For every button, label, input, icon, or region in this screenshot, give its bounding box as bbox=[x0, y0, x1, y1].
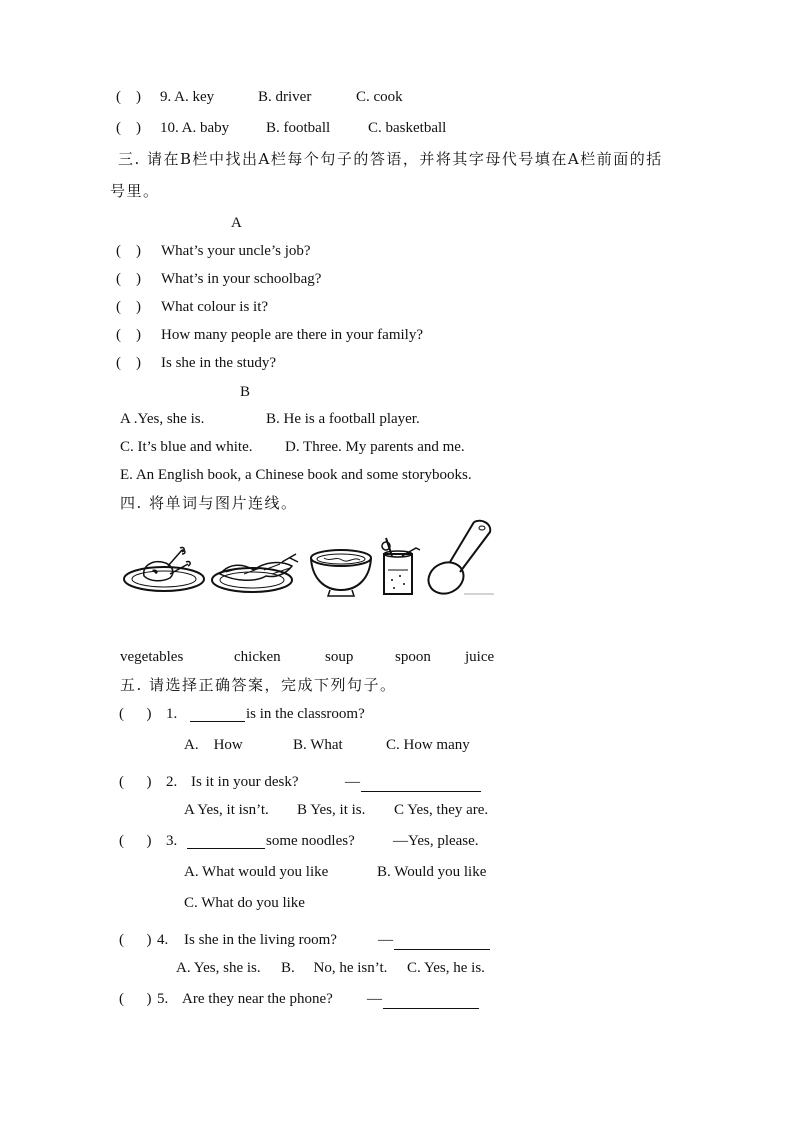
part4-instruction: 四. 将单词与图片连线。 bbox=[120, 494, 298, 512]
part3-instruction-line2: 号里。 bbox=[110, 182, 160, 200]
p5-q4-option-c: C. Yes, he is. bbox=[407, 960, 485, 976]
soup-bowl-icon[interactable] bbox=[306, 546, 376, 598]
word-chicken[interactable]: chicken bbox=[234, 649, 281, 665]
word-soup[interactable]: soup bbox=[325, 649, 354, 665]
p5-q2-dash: — bbox=[345, 774, 360, 790]
spoon-icon[interactable] bbox=[424, 516, 498, 598]
p5-q4-answer-blank[interactable] bbox=[394, 935, 490, 950]
q10-paren[interactable]: ( ) bbox=[116, 120, 141, 136]
q9-option-a: 9. A. key bbox=[160, 89, 215, 105]
q10-option-a: 10. A. baby bbox=[160, 120, 230, 136]
p5-q2-text: Is it in your desk? bbox=[191, 774, 299, 790]
p5-q5-text: Are they near the phone? bbox=[182, 991, 333, 1007]
p5-q2-number: 2. bbox=[166, 774, 178, 790]
p5-q3-text: some noodles? bbox=[266, 833, 355, 849]
p5-q3-number: 3. bbox=[166, 833, 178, 849]
match-a1-text: What’s your uncle’s job? bbox=[161, 243, 311, 259]
match-a2-paren[interactable]: ( ) bbox=[116, 271, 141, 287]
p5-q2-paren[interactable]: ( ) bbox=[119, 774, 152, 790]
p5-q4-dash: — bbox=[378, 932, 393, 948]
p5-q3-option-c: C. What do you like bbox=[184, 895, 305, 911]
p5-q3-option-a: A. What would you like bbox=[184, 864, 329, 880]
match-a5-text: Is she in the study? bbox=[161, 355, 276, 371]
p5-q1-option-b: B. What bbox=[293, 737, 343, 753]
q10-option-b: B. football bbox=[266, 120, 331, 136]
answer-d: D. Three. My parents and me. bbox=[285, 439, 465, 455]
p5-q5-paren[interactable]: ( ) bbox=[119, 991, 152, 1007]
match-a4-text: How many people are there in your family? bbox=[161, 327, 423, 343]
answer-e: E. An English book, a Chinese book and some storybooks. bbox=[120, 467, 472, 483]
p5-q3-blank[interactable] bbox=[187, 834, 265, 849]
p5-q5-answer-blank[interactable] bbox=[383, 994, 479, 1009]
q9-option-c: C. cook bbox=[356, 89, 403, 105]
q10-option-c: C. basketball bbox=[368, 120, 447, 136]
q9-option-b: B. driver bbox=[258, 89, 312, 105]
q9-paren[interactable]: ( ) bbox=[116, 89, 141, 105]
p5-q5-number: 5. bbox=[157, 991, 169, 1007]
p5-q3-paren[interactable]: ( ) bbox=[119, 833, 152, 849]
p5-q4-option-b: B. No, he isn’t. bbox=[281, 960, 388, 976]
p5-q4-number: 4. bbox=[157, 932, 169, 948]
p5-q4-text: Is she in the living room? bbox=[184, 932, 337, 948]
column-b-label: B bbox=[240, 384, 251, 400]
part5-instruction: 五. 请选择正确答案，完成下列句子。 bbox=[120, 676, 397, 694]
p5-q1-blank[interactable] bbox=[190, 707, 245, 722]
p5-q5-dash: — bbox=[367, 991, 382, 1007]
word-juice[interactable]: juice bbox=[465, 649, 495, 665]
vegetables-plate-icon[interactable] bbox=[206, 548, 302, 596]
p5-q2-answer-blank[interactable] bbox=[361, 777, 481, 792]
column-a-label: A bbox=[231, 215, 242, 231]
p5-q1-paren[interactable]: ( ) bbox=[119, 706, 152, 722]
p5-q2-option-a: A Yes, it isn’t. bbox=[184, 802, 269, 818]
match-a2-text: What’s in your schoolbag? bbox=[161, 271, 322, 287]
p5-q3-option-b: B. Would you like bbox=[377, 864, 487, 880]
p5-q2-option-c: C Yes, they are. bbox=[394, 802, 489, 818]
p5-q1-number: 1. bbox=[166, 706, 178, 722]
p5-q4-option-a: A. Yes, she is. bbox=[176, 960, 261, 976]
p5-q1-option-a: A. How bbox=[184, 737, 243, 753]
match-a4-paren[interactable]: ( ) bbox=[116, 327, 141, 343]
match-a5-paren[interactable]: ( ) bbox=[116, 355, 141, 371]
p5-q4-paren[interactable]: ( ) bbox=[119, 932, 152, 948]
p5-q1-option-c: C. How many bbox=[386, 737, 470, 753]
part3-instruction-line1: 三. 请在B栏中找出A栏每个句子的答语，并将其字母代号填在A栏前面的括 bbox=[118, 150, 663, 168]
p5-q2-option-b: B Yes, it is. bbox=[297, 802, 366, 818]
match-a1-paren[interactable]: ( ) bbox=[116, 243, 141, 259]
word-vegetables[interactable]: vegetables bbox=[120, 649, 184, 665]
match-a3-paren[interactable]: ( ) bbox=[116, 299, 141, 315]
match-a3-text: What colour is it? bbox=[161, 299, 269, 315]
juice-glass-icon[interactable] bbox=[376, 536, 422, 598]
word-spoon[interactable]: spoon bbox=[395, 649, 431, 665]
answer-c: C. It’s blue and white. bbox=[120, 439, 253, 455]
p5-q1-text: is in the classroom? bbox=[246, 706, 365, 722]
answer-b: B. He is a football player. bbox=[266, 411, 420, 427]
chicken-plate-icon[interactable] bbox=[122, 542, 208, 594]
p5-q3-reply: —Yes, please. bbox=[393, 833, 479, 849]
answer-a: A .Yes, she is. bbox=[120, 411, 205, 427]
